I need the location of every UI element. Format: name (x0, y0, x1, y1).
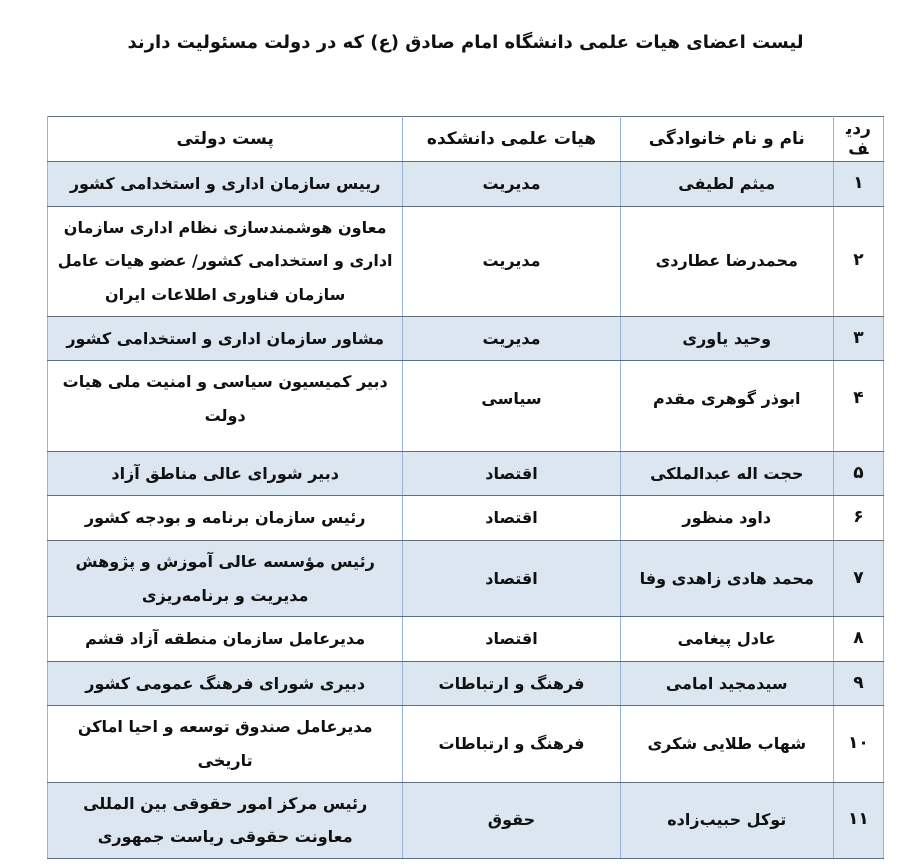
cell-name: عادل پیغامی (620, 617, 833, 662)
cell-name: شهاب طلایی شکری (620, 706, 833, 782)
cell-faculty: فرهنگ و ارتباطات (403, 706, 620, 782)
header-gov-post: پست دولتی (48, 117, 403, 162)
cell-faculty: اقتصاد (403, 496, 620, 541)
table-row (48, 206, 884, 316)
table-row (48, 162, 884, 207)
cell-post: رئیس سازمان برنامه و بودجه کشور (48, 496, 403, 541)
cell-name: سیدمجید امامی (620, 661, 833, 706)
cell-name: حجت اله عبدالملکی (620, 451, 833, 496)
cell-post: معاون هوشمندسازی نظام اداری سازمان اداری و استخدامی کشور/ عضو هیات عامل سازمان فناوری اطلاعات ایران (48, 206, 403, 316)
table-row (48, 782, 884, 858)
cell-row_no: ۷ (833, 540, 883, 616)
table-row (48, 451, 884, 496)
cell-post: مدیرعامل سازمان منطقه آزاد قشم (48, 617, 403, 662)
cell-faculty: مدیریت (403, 316, 620, 361)
table-row (48, 496, 884, 541)
cell-post: دبیری شورای فرهنگ عمومی کشور (48, 661, 403, 706)
cell-name: میثم لطیفی (620, 162, 833, 207)
table-row (48, 706, 884, 782)
table-row (48, 617, 884, 662)
page-title: لیست اعضای هیات علمی دانشگاه امام صادق (ع) که در دولت مسئولیت دارند (127, 32, 804, 53)
cell-post: دبیر کمیسیون سیاسی و امنیت ملی هیات دولت (48, 361, 403, 451)
cell-row_no: ۱۱ (833, 782, 883, 858)
cell-faculty: اقتصاد (403, 617, 620, 662)
document-page (47, 30, 884, 859)
cell-post: رئیس مرکز امور حقوقی بین المللی معاونت حقوقی ریاست جمهوری (48, 782, 403, 858)
cell-faculty: مدیریت (403, 162, 620, 207)
cell-row_no: ۱۰ (833, 706, 883, 782)
cell-row_no: ۸ (833, 617, 883, 662)
header-full-name: نام و نام خانوادگی (620, 117, 833, 162)
table-row (48, 361, 884, 451)
cell-faculty: سیاسی (403, 361, 620, 451)
cell-faculty: فرهنگ و ارتباطات (403, 661, 620, 706)
header-row (48, 117, 884, 162)
cell-row_no: ۳ (833, 316, 883, 361)
cell-post: رئیس مؤسسه عالی آموزش و پژوهش مدیریت و برنامه‌ریزی (48, 540, 403, 616)
header-row-number: ردیف (833, 117, 883, 162)
table-row (48, 540, 884, 616)
table-row (48, 661, 884, 706)
cell-faculty: مدیریت (403, 206, 620, 316)
cell-row_no: ۶ (833, 496, 883, 541)
cell-faculty: اقتصاد (403, 451, 620, 496)
cell-post: مشاور سازمان اداری و استخدامی کشور (48, 316, 403, 361)
cell-name: ابوذر گوهری مقدم (620, 361, 833, 451)
cell-row_no: ۲ (833, 206, 883, 316)
cell-name: داود منظور (620, 496, 833, 541)
cell-name: وحید یاوری (620, 316, 833, 361)
table-body (48, 162, 884, 859)
header-faculty: هیات علمی دانشکده (403, 117, 620, 162)
faculty-members-table (47, 116, 884, 859)
cell-row_no: ۴ (833, 361, 883, 451)
cell-post: دبیر شورای عالی مناطق آزاد (48, 451, 403, 496)
cell-name: محمد هادی زاهدی وفا (620, 540, 833, 616)
cell-row_no: ۵ (833, 451, 883, 496)
cell-post: مدیرعامل صندوق توسعه و احیا اماکن تاریخی (48, 706, 403, 782)
cell-row_no: ۹ (833, 661, 883, 706)
cell-name: محمدرضا عطاردی (620, 206, 833, 316)
cell-faculty: حقوق (403, 782, 620, 858)
table-row (48, 316, 884, 361)
cell-post: رییس سازمان اداری و استخدامی کشور (48, 162, 403, 207)
cell-row_no: ۱ (833, 162, 883, 207)
cell-name: توکل حبیب‌زاده (620, 782, 833, 858)
table-header (48, 117, 884, 162)
cell-faculty: اقتصاد (403, 540, 620, 616)
